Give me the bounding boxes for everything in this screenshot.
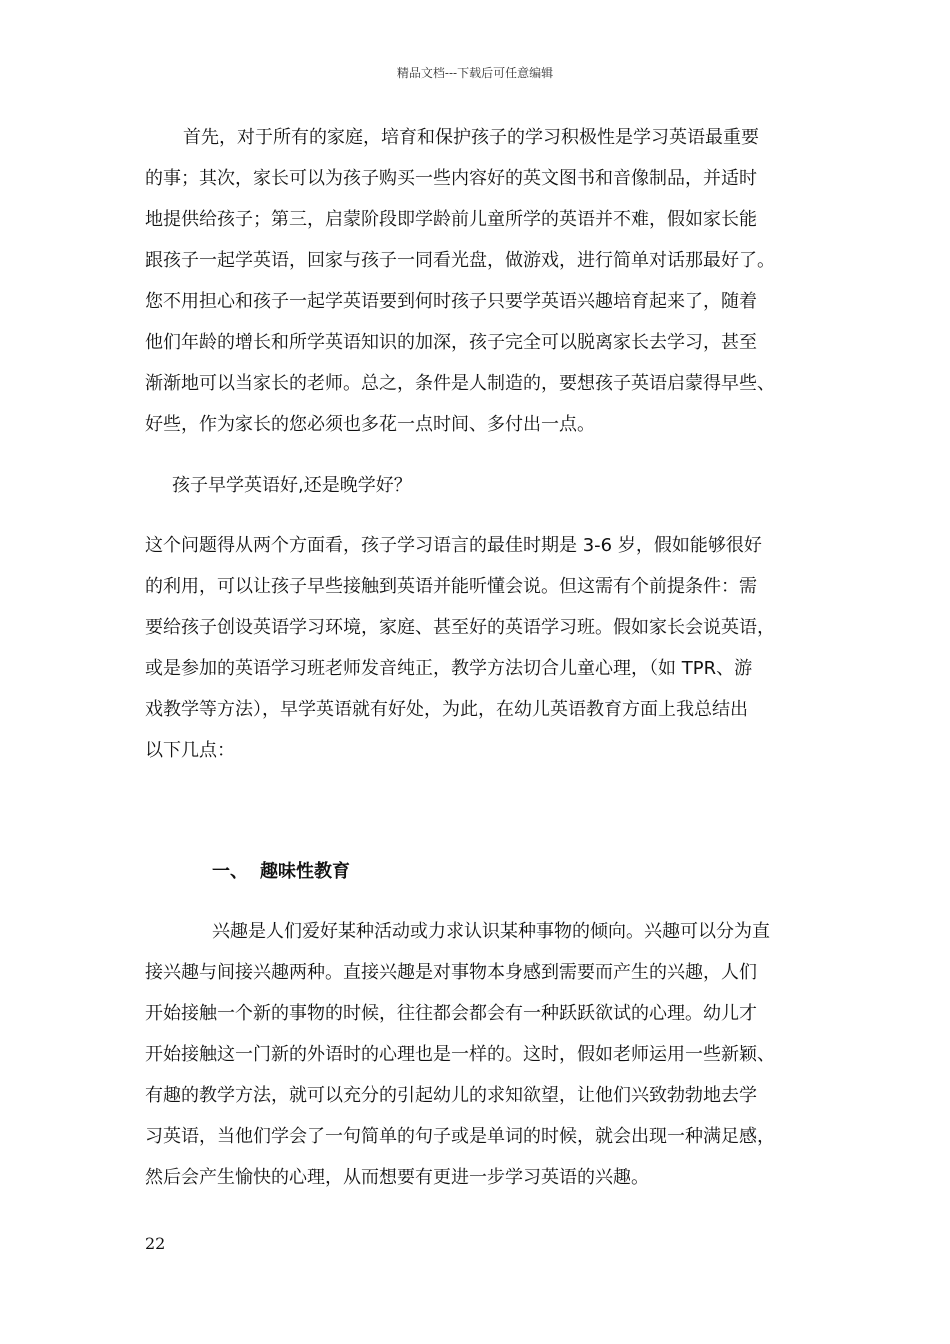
paragraph-line: 然后会产生愉快的心理，从而想要有更进一步学习英语的兴趣。 — [145, 1167, 649, 1188]
page-header: 精品文档---下载后可任意编辑 — [396, 66, 554, 80]
paragraph-line: 渐渐地可以当家长的老师。总之，条件是人制造的，要想孩子英语启蒙得早些、 — [145, 373, 775, 394]
paragraph-line: 习英语，当他们学会了一句简单的句子或是单词的时候，就会出现一种满足感， — [145, 1126, 775, 1147]
paragraph-line: 地提供给孩子；第三，启蒙阶段即学龄前儿童所学的英语并不难，假如家长能 — [145, 209, 757, 230]
section-title: 趣味性教育 — [260, 861, 350, 882]
paragraph-line: 开始接触这一门新的外语时的心理也是一样的。这时，假如老师运用一些新颖、 — [145, 1044, 775, 1065]
paragraph-line: 这个问题得从两个方面看，孩子学习语言的最佳时期是 3-6 岁，假如能够很好 — [145, 535, 762, 556]
paragraph-line: 跟孩子一起学英语，回家与孩子一同看光盘，做游戏，进行简单对话那最好了。 — [145, 250, 775, 271]
paragraph-line: 您不用担心和孩子一起学英语要到何时孩子只要学英语兴趣培育起来了，随着 — [145, 291, 757, 312]
paragraph-line: 要给孩子创设英语学习环境，家庭、甚至好的英语学习班。假如家长会说英语， — [145, 617, 775, 638]
paragraph-line: 有趣的教学方法，就可以充分的引起幼儿的求知欲望，让他们兴致勃勃地去学 — [145, 1085, 757, 1106]
paragraph-line: 他们年龄的增长和所学英语知识的加深，孩子完全可以脱离家长去学习，甚至 — [145, 332, 757, 353]
paragraph-line: 开始接触一个新的事物的时候，往往都会都会有一种跃跃欲试的心理。幼儿才 — [145, 1003, 757, 1024]
paragraph-line: 首先，对于所有的家庭，培育和保护孩子的学习积极性是学习英语最重要 — [183, 127, 759, 148]
section-number: 一、 — [212, 861, 248, 882]
paragraph-line: 兴趣是人们爱好某种活动或力求认识某种事物的倾向。兴趣可以分为直 — [212, 921, 770, 942]
paragraph-line: 或是参加的英语学习班老师发音纯正，教学方法切合儿童心理，（如 TPR、游 — [145, 658, 753, 679]
paragraph-line: 戏教学等方法），早学英语就有好处，为此，在幼儿英语教育方面上我总结出 — [145, 699, 748, 720]
paragraph-line: 好些，作为家长的您必须也多花一点时间、多付出一点。 — [145, 414, 595, 435]
paragraph-line: 接兴趣与间接兴趣两种。直接兴趣是对事物本身感到需要而产生的兴趣，人们 — [145, 962, 757, 983]
page-number: 22 — [145, 1234, 166, 1253]
paragraph-line: 以下几点： — [145, 740, 235, 761]
paragraph-line: 的事；其次，家长可以为孩子购买一些内容好的英文图书和音像制品，并适时 — [145, 168, 757, 189]
paragraph-line: 的利用，可以让孩子早些接触到英语并能听懂会说。但这需有个前提条件：需 — [145, 576, 757, 597]
question-line: 孩子早学英语好,还是晚学好？ — [172, 475, 412, 496]
